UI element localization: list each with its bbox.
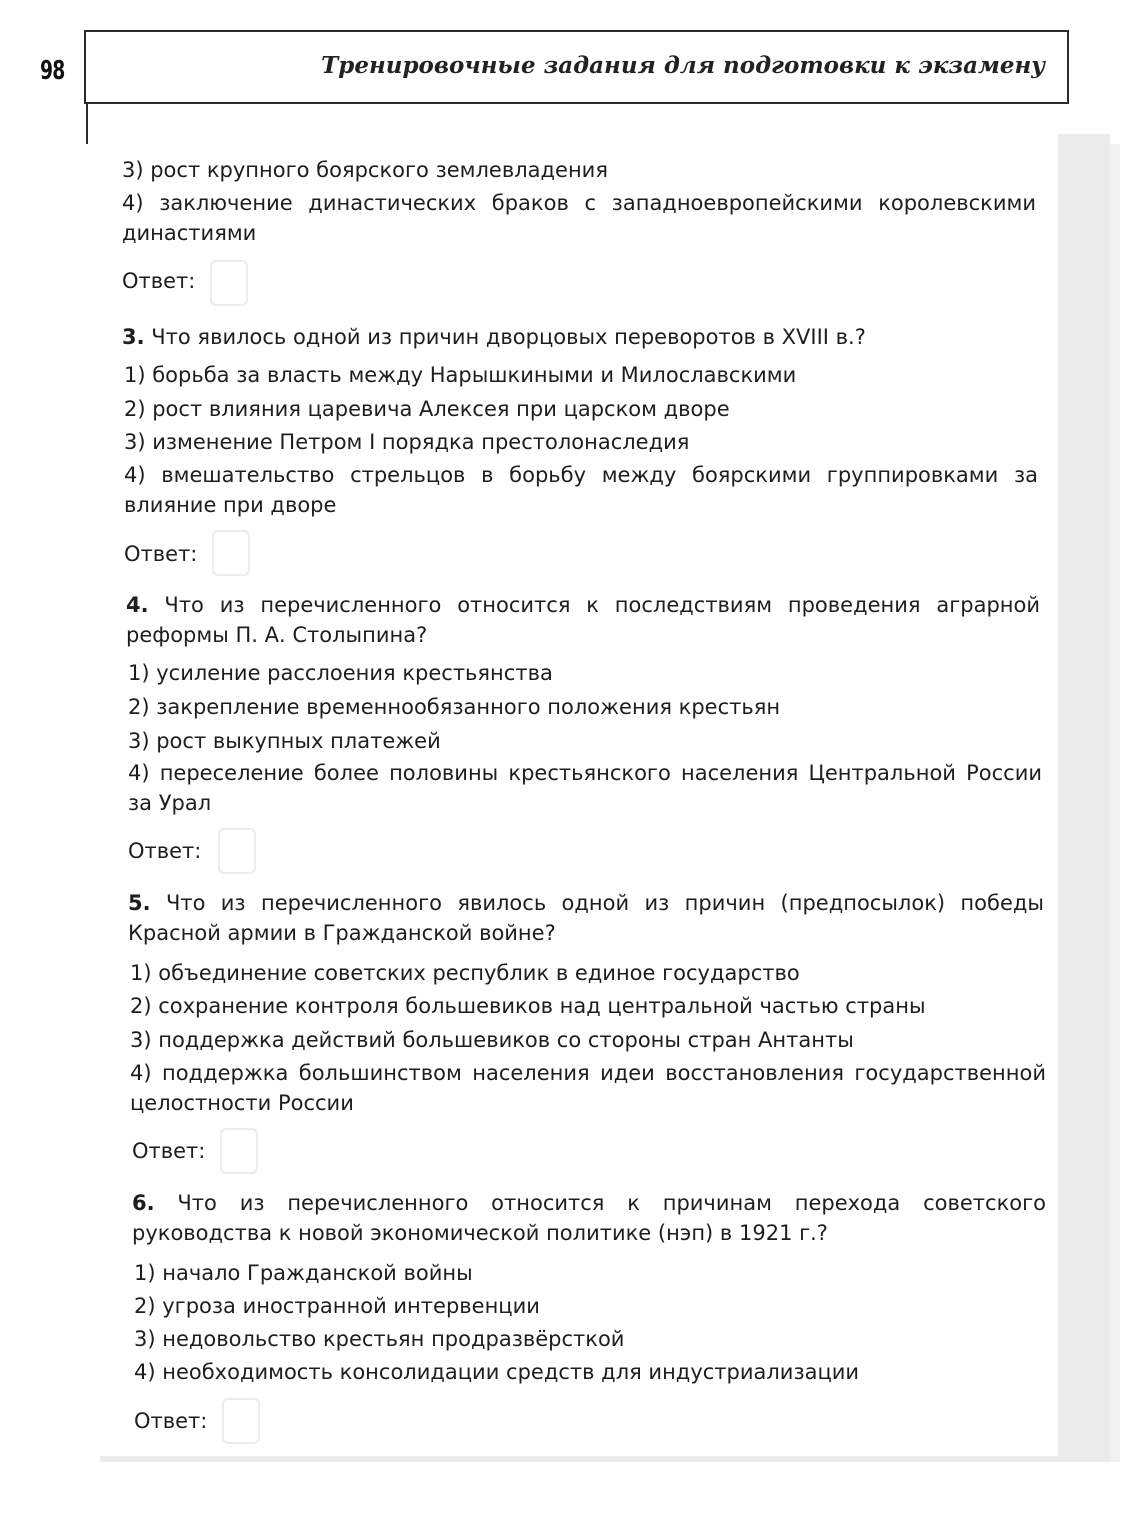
answer-label: Ответ: <box>122 269 196 293</box>
option-text: 4) вмешательство стрельцов в борьбу между боярскими группировками за влияние при дворе <box>124 463 1038 517</box>
option-text: 2) угроза иностранной интервенции <box>134 1294 540 1318</box>
question-stem <box>128 888 1044 948</box>
option-text: 1) начало Гражданской войны <box>134 1261 473 1285</box>
question-number: 4. <box>126 593 149 617</box>
answer-label: Ответ: <box>132 1139 206 1163</box>
question-text: Что из перечисленного явилось одной из причин (предпосылок) победы Красной армии в Гражданской войне? <box>128 891 1044 945</box>
option-text: 2) сохранение контроля большевиков над центральной частью страны <box>130 994 926 1018</box>
option-text: 3) недовольство крестьян продразвёрсткой <box>134 1327 625 1351</box>
option-text: 3) изменение Петром I порядка престолонаследия <box>124 430 690 454</box>
answer-label: Ответ: <box>124 542 198 566</box>
header-title: Тренировочные задания для подготовки к экзамену <box>321 52 1045 79</box>
question-stem <box>122 322 866 352</box>
question-text: Что из перечисленного относится к последствиям проведения аграрной реформы П. А. Столыпина? <box>126 593 1040 647</box>
option-text: 1) объединение советских республик в единое государство <box>130 961 800 985</box>
option-text: 3) рост выкупных платежей <box>128 729 441 753</box>
question-stem <box>132 1188 1046 1248</box>
page-header <box>84 30 1069 104</box>
option-text: 4) поддержка большинством населения идеи восстановления государственной целостности России <box>130 1061 1046 1115</box>
option-text: 2) закрепление временнообязанного положения крестьян <box>128 695 781 719</box>
page-number: 98 <box>40 56 65 86</box>
option-text: 4) необходимость консолидации средств для индустриализации <box>134 1360 860 1384</box>
question-number: 3. <box>122 325 145 349</box>
option-text: 3) рост крупного боярского землевладения <box>122 158 608 182</box>
answer-box[interactable] <box>212 530 250 576</box>
answer-box[interactable] <box>222 1398 260 1444</box>
question-number: 5. <box>128 891 151 915</box>
question-text: Что явилось одной из причин дворцовых переворотов в XVIII в.? <box>151 325 866 349</box>
option-text: 3) поддержка действий большевиков со стороны стран Антанты <box>130 1028 854 1052</box>
question-text: Что из перечисленного относится к причинам перехода советского руководства к новой экономической политике (нэп) в 1921 г.? <box>132 1191 1046 1245</box>
answer-label: Ответ: <box>128 839 202 863</box>
answer-box[interactable] <box>218 828 256 874</box>
answer-box[interactable] <box>220 1128 258 1174</box>
answer-label: Ответ: <box>134 1409 208 1433</box>
margin-line <box>86 104 88 144</box>
option-text: 1) усиление расслоения крестьянства <box>128 661 553 685</box>
option-text: 4) переселение более половины крестьянского населения Центральной России за Урал <box>128 761 1042 815</box>
question-stem <box>126 590 1040 650</box>
option-text: 4) заключение династических браков с западноевропейскими королевскими династиями <box>122 191 1036 245</box>
answer-box[interactable] <box>210 260 248 306</box>
question-number: 6. <box>132 1191 155 1215</box>
option-text: 1) борьба за власть между Нарышкиными и Милославскими <box>124 363 797 387</box>
option-text: 2) рост влияния царевича Алексея при царском дворе <box>124 397 730 421</box>
